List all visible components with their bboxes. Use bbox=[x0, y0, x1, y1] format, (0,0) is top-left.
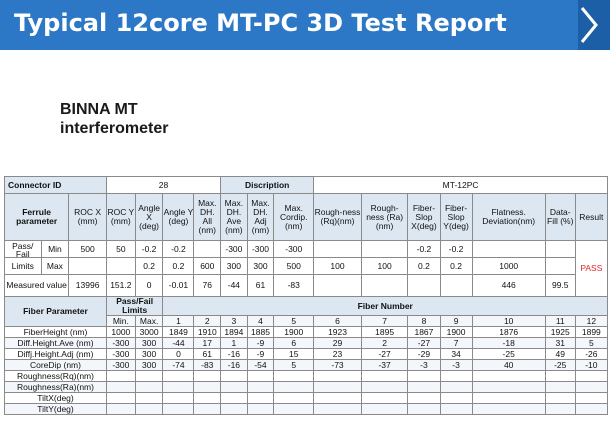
limits-min-row bbox=[5, 241, 608, 258]
max-limit-cell: 0.2 bbox=[440, 258, 472, 275]
limits-max-row bbox=[5, 258, 608, 275]
max-limit-cell: 300 bbox=[247, 258, 274, 275]
fiber-value-cell bbox=[194, 404, 221, 415]
fiber-value-cell: -9 bbox=[247, 349, 274, 360]
fiber-value-cell bbox=[274, 404, 314, 415]
fiber-row-max bbox=[135, 393, 163, 404]
fiber-parameter-label: Fiber Parameter bbox=[5, 297, 107, 327]
fiber-value-cell: -27 bbox=[408, 338, 440, 349]
fiber-row-label: Diff.Height.Ave (nm) bbox=[5, 338, 107, 349]
measured-cell: 76 bbox=[194, 275, 221, 297]
fiber-value-cell: 1849 bbox=[163, 327, 194, 338]
fiber-value-cell: -3 bbox=[440, 360, 472, 371]
max-limit-cell: 1000 bbox=[472, 258, 545, 275]
fiber-value-cell: -44 bbox=[163, 338, 194, 349]
fiber-value-cell: 29 bbox=[314, 338, 362, 349]
measured-cell bbox=[314, 275, 362, 297]
fiber-row-max: 300 bbox=[135, 338, 163, 349]
fiber-value-cell: 61 bbox=[194, 349, 221, 360]
fiber-row-min bbox=[106, 404, 135, 415]
fiber-value-cell bbox=[314, 371, 362, 382]
fiber-number-cell: 5 bbox=[274, 316, 314, 327]
pass-fail-limits-label: Pass/Fail Limits bbox=[106, 297, 163, 316]
col-roughness-rq: Rough-ness (Rq)(nm) bbox=[314, 194, 362, 241]
measured-cell: 13996 bbox=[69, 275, 107, 297]
max-limit-cell bbox=[106, 258, 135, 275]
max-limit-cell: 0.2 bbox=[408, 258, 440, 275]
fiber-value-cell: -18 bbox=[472, 338, 545, 349]
fiber-value-cell: 1910 bbox=[194, 327, 221, 338]
fiber-value-cell bbox=[575, 371, 607, 382]
min-limit-cell: -300 bbox=[274, 241, 314, 258]
fiber-row-min: -300 bbox=[106, 360, 135, 371]
fiber-row-max: 300 bbox=[135, 360, 163, 371]
fiber-value-cell bbox=[575, 382, 607, 393]
fiber-value-cell bbox=[408, 404, 440, 415]
fiber-value-cell: 15 bbox=[274, 349, 314, 360]
max-limit-cell: 100 bbox=[314, 258, 362, 275]
col-angle-x: Angle X (deg) bbox=[135, 194, 163, 241]
fiber-value-cell: 5 bbox=[274, 360, 314, 371]
fiber-value-cell bbox=[361, 393, 408, 404]
fiber-number-cell: 2 bbox=[194, 316, 221, 327]
fiber-value-cell: -16 bbox=[221, 360, 248, 371]
fiber-row-min: 1000 bbox=[106, 327, 135, 338]
measured-cell: -44 bbox=[221, 275, 248, 297]
col-result: Result bbox=[575, 194, 607, 241]
measured-cell: 446 bbox=[472, 275, 545, 297]
fiber-value-cell bbox=[247, 404, 274, 415]
fiber-value-cell: 5 bbox=[575, 338, 607, 349]
fiber-value-cell bbox=[408, 371, 440, 382]
max-label: Max bbox=[41, 258, 69, 275]
report-title: Typical 12core MT-PC 3D Test Report bbox=[14, 9, 507, 37]
measured-row bbox=[5, 275, 608, 297]
fiber-value-cell: 1867 bbox=[408, 327, 440, 338]
fiber-value-cell: 1900 bbox=[440, 327, 472, 338]
min-limit-cell: -300 bbox=[221, 241, 248, 258]
discription-value: MT-12PC bbox=[314, 177, 608, 194]
max-limit-cell: 500 bbox=[274, 258, 314, 275]
fiber-number-cell: 4 bbox=[247, 316, 274, 327]
fiber-value-cell: -25 bbox=[545, 360, 575, 371]
fiber-value-cell bbox=[575, 404, 607, 415]
fiber-row bbox=[5, 349, 608, 360]
min-limit-cell bbox=[361, 241, 408, 258]
max-limit-cell: 0.2 bbox=[163, 258, 194, 275]
fiber-value-cell bbox=[163, 393, 194, 404]
fiber-value-cell bbox=[472, 371, 545, 382]
fiber-value-cell: 31 bbox=[545, 338, 575, 349]
fiber-value-cell bbox=[221, 382, 248, 393]
fiber-row-label: TiltX(deg) bbox=[5, 393, 107, 404]
col-angle-y: Angle Y (deg) bbox=[163, 194, 194, 241]
fiber-value-cell bbox=[545, 393, 575, 404]
fiber-value-cell: -27 bbox=[361, 349, 408, 360]
instrument-name bbox=[60, 100, 168, 138]
pass-fail-label bbox=[5, 241, 42, 275]
fiber-value-cell: 1895 bbox=[361, 327, 408, 338]
fiber-value-cell: 1900 bbox=[274, 327, 314, 338]
fiber-value-cell bbox=[440, 404, 472, 415]
fiber-number-cell: 1 bbox=[163, 316, 194, 327]
col-data-fill: Data-Fill (%) bbox=[545, 194, 575, 241]
fiber-value-cell: -3 bbox=[408, 360, 440, 371]
fiber-row-label: Diffj.Height.Adj (nm) bbox=[5, 349, 107, 360]
connector-id-label: Connector ID bbox=[5, 177, 107, 194]
instrument-line-2: interferometer bbox=[60, 120, 169, 137]
fiber-value-cell bbox=[163, 404, 194, 415]
fiber-value-cell: 2 bbox=[361, 338, 408, 349]
fiber-row bbox=[5, 382, 608, 393]
fiber-row-label: FiberHeight (nm) bbox=[5, 327, 107, 338]
fiber-number-cell: 12 bbox=[575, 316, 607, 327]
fiber-value-cell bbox=[247, 393, 274, 404]
fiber-value-cell: 1 bbox=[221, 338, 248, 349]
measured-cell: -83 bbox=[274, 275, 314, 297]
fiber-value-cell: 17 bbox=[194, 338, 221, 349]
col-fiber-slop-y: Fiber-Slop Y(deg) bbox=[440, 194, 472, 241]
fiber-value-cell: -25 bbox=[472, 349, 545, 360]
fiber-value-cell bbox=[221, 371, 248, 382]
fiber-value-cell bbox=[361, 404, 408, 415]
fiber-value-cell: 7 bbox=[440, 338, 472, 349]
measured-cell: 0 bbox=[135, 275, 163, 297]
fiber-row-max bbox=[135, 371, 163, 382]
fiber-value-cell bbox=[472, 382, 545, 393]
fiber-value-cell bbox=[314, 382, 362, 393]
fiber-value-cell bbox=[163, 382, 194, 393]
fiber-number-cell: 11 bbox=[545, 316, 575, 327]
fiber-number-cell: 3 bbox=[221, 316, 248, 327]
min-limit-cell bbox=[545, 241, 575, 258]
min-limit-cell: -0.2 bbox=[408, 241, 440, 258]
col-roughness-ra: Rough-ness (Ra)(nm) bbox=[361, 194, 408, 241]
fiber-value-cell: -37 bbox=[361, 360, 408, 371]
instrument-line-1: BINNA MT bbox=[60, 101, 138, 118]
col-fiber-slop-x: Fiber-Slop X(deg) bbox=[408, 194, 440, 241]
discription-label: Discription bbox=[221, 177, 314, 194]
fiber-value-cell: -74 bbox=[163, 360, 194, 371]
column-header-row bbox=[5, 194, 608, 241]
fiber-header-row bbox=[5, 297, 608, 316]
fiber-number-label: Fiber Number bbox=[163, 297, 608, 316]
fiber-value-cell bbox=[545, 382, 575, 393]
fiber-value-cell bbox=[361, 371, 408, 382]
max-limit-cell bbox=[69, 258, 107, 275]
fiber-value-cell: -16 bbox=[221, 349, 248, 360]
fiber-value-cell bbox=[163, 371, 194, 382]
fiber-value-cell: 40 bbox=[472, 360, 545, 371]
fiber-value-cell: -10 bbox=[575, 360, 607, 371]
max-limit-cell: 0.2 bbox=[135, 258, 163, 275]
measured-cell bbox=[408, 275, 440, 297]
min-limit-cell: 500 bbox=[69, 241, 107, 258]
min-limit-cell: 50 bbox=[106, 241, 135, 258]
fiber-max-label: Max. bbox=[135, 316, 163, 327]
fiber-value-cell bbox=[314, 393, 362, 404]
fiber-value-cell bbox=[274, 382, 314, 393]
min-label: Min bbox=[41, 241, 69, 258]
fiber-value-cell bbox=[247, 382, 274, 393]
fiber-number-cell: 6 bbox=[314, 316, 362, 327]
fiber-row-max: 300 bbox=[135, 349, 163, 360]
result-pass-badge: PASS bbox=[575, 241, 607, 297]
fiber-value-cell: 49 bbox=[545, 349, 575, 360]
fiber-value-cell bbox=[274, 393, 314, 404]
fiber-value-cell: 1899 bbox=[575, 327, 607, 338]
fiber-value-cell: 1885 bbox=[247, 327, 274, 338]
fiber-value-cell bbox=[440, 371, 472, 382]
fiber-value-cell bbox=[472, 404, 545, 415]
fiber-row-max bbox=[135, 404, 163, 415]
fiber-row bbox=[5, 404, 608, 415]
fiber-value-cell: -83 bbox=[194, 360, 221, 371]
fiber-row-min: -300 bbox=[106, 338, 135, 349]
fiber-value-cell: -29 bbox=[408, 349, 440, 360]
measured-cell bbox=[361, 275, 408, 297]
fiber-row-label: Roughness(Rq)(nm) bbox=[5, 371, 107, 382]
min-limit-cell: -0.2 bbox=[440, 241, 472, 258]
min-limit-cell bbox=[194, 241, 221, 258]
min-limit-cell bbox=[314, 241, 362, 258]
max-limit-cell: 600 bbox=[194, 258, 221, 275]
fiber-value-cell: 1894 bbox=[221, 327, 248, 338]
fiber-row-label: CoreDip (nm) bbox=[5, 360, 107, 371]
col-max-dh-ave: Max. DH. Ave (nm) bbox=[221, 194, 248, 241]
fiber-value-cell bbox=[247, 371, 274, 382]
col-roc-y: ROC Y (mm) bbox=[106, 194, 135, 241]
max-limit-cell: 300 bbox=[221, 258, 248, 275]
fiber-value-cell: 1923 bbox=[314, 327, 362, 338]
fiber-value-cell: -9 bbox=[247, 338, 274, 349]
fiber-value-cell bbox=[221, 404, 248, 415]
min-limit-cell: -300 bbox=[247, 241, 274, 258]
col-ferrule: Ferrule parameter bbox=[5, 194, 69, 241]
fiber-value-cell: 6 bbox=[274, 338, 314, 349]
fiber-value-cell bbox=[545, 404, 575, 415]
fiber-row-label: Roughness(Ra)(nm) bbox=[5, 382, 107, 393]
col-roc-x: ROC X (mm) bbox=[69, 194, 107, 241]
fiber-value-cell bbox=[408, 382, 440, 393]
col-flatness: Flatness. Deviation(nm) bbox=[472, 194, 545, 241]
test-report-table bbox=[4, 176, 608, 415]
fiber-number-cell: 8 bbox=[408, 316, 440, 327]
measured-cell: -0.01 bbox=[163, 275, 194, 297]
max-limit-cell bbox=[545, 258, 575, 275]
fiber-value-cell bbox=[440, 382, 472, 393]
fiber-row bbox=[5, 360, 608, 371]
fiber-value-cell bbox=[194, 371, 221, 382]
fiber-value-cell: -73 bbox=[314, 360, 362, 371]
fiber-value-cell: 1925 bbox=[545, 327, 575, 338]
fiber-value-cell: -26 bbox=[575, 349, 607, 360]
measured-cell bbox=[440, 275, 472, 297]
connector-header-row bbox=[5, 177, 608, 194]
fiber-row bbox=[5, 338, 608, 349]
fiber-value-cell bbox=[575, 393, 607, 404]
fiber-number-cell: 7 bbox=[361, 316, 408, 327]
col-max-dh-adj: Max. DH. Adj (nm) bbox=[247, 194, 274, 241]
fiber-row bbox=[5, 371, 608, 382]
fiber-row-min bbox=[106, 382, 135, 393]
fiber-value-cell bbox=[194, 382, 221, 393]
fiber-value-cell bbox=[274, 371, 314, 382]
fiber-row bbox=[5, 327, 608, 338]
fiber-row-min bbox=[106, 393, 135, 404]
measured-cell: 151.2 bbox=[106, 275, 135, 297]
fiber-row-max bbox=[135, 382, 163, 393]
min-limit-cell: -0.2 bbox=[163, 241, 194, 258]
fiber-value-cell: 0 bbox=[163, 349, 194, 360]
fiber-value-cell: 1876 bbox=[472, 327, 545, 338]
col-max-dh-all: Max. DH. All (nm) bbox=[194, 194, 221, 241]
fiber-value-cell bbox=[440, 393, 472, 404]
measured-cell: 99.5 bbox=[545, 275, 575, 297]
fiber-row-min: -300 bbox=[106, 349, 135, 360]
measured-label: Measured value bbox=[5, 275, 69, 297]
fiber-value-cell bbox=[361, 382, 408, 393]
pass-fail-text: Pass/ Fail bbox=[5, 242, 41, 258]
fiber-value-cell: 34 bbox=[440, 349, 472, 360]
fiber-row-max: 3000 bbox=[135, 327, 163, 338]
col-max-cordip: Max. Cordip. (nm) bbox=[274, 194, 314, 241]
connector-id-value: 28 bbox=[106, 177, 220, 194]
max-limit-cell: 100 bbox=[361, 258, 408, 275]
measured-cell: 61 bbox=[247, 275, 274, 297]
fiber-value-cell bbox=[472, 393, 545, 404]
min-limit-cell bbox=[472, 241, 545, 258]
fiber-value-cell bbox=[545, 371, 575, 382]
fiber-row-min bbox=[106, 371, 135, 382]
fiber-min-label: Min. bbox=[106, 316, 135, 327]
fiber-value-cell: -54 bbox=[247, 360, 274, 371]
fiber-value-cell bbox=[408, 393, 440, 404]
fiber-value-cell: 23 bbox=[314, 349, 362, 360]
fiber-row bbox=[5, 393, 608, 404]
title-banner bbox=[0, 0, 610, 50]
fiber-value-cell bbox=[194, 393, 221, 404]
fiber-value-cell bbox=[221, 393, 248, 404]
min-limit-cell: -0.2 bbox=[135, 241, 163, 258]
fiber-number-cell: 10 bbox=[472, 316, 545, 327]
limits-text: Limits bbox=[11, 260, 34, 271]
fiber-row-label: TiltY(deg) bbox=[5, 404, 107, 415]
fiber-value-cell bbox=[314, 404, 362, 415]
fiber-number-cell: 9 bbox=[440, 316, 472, 327]
